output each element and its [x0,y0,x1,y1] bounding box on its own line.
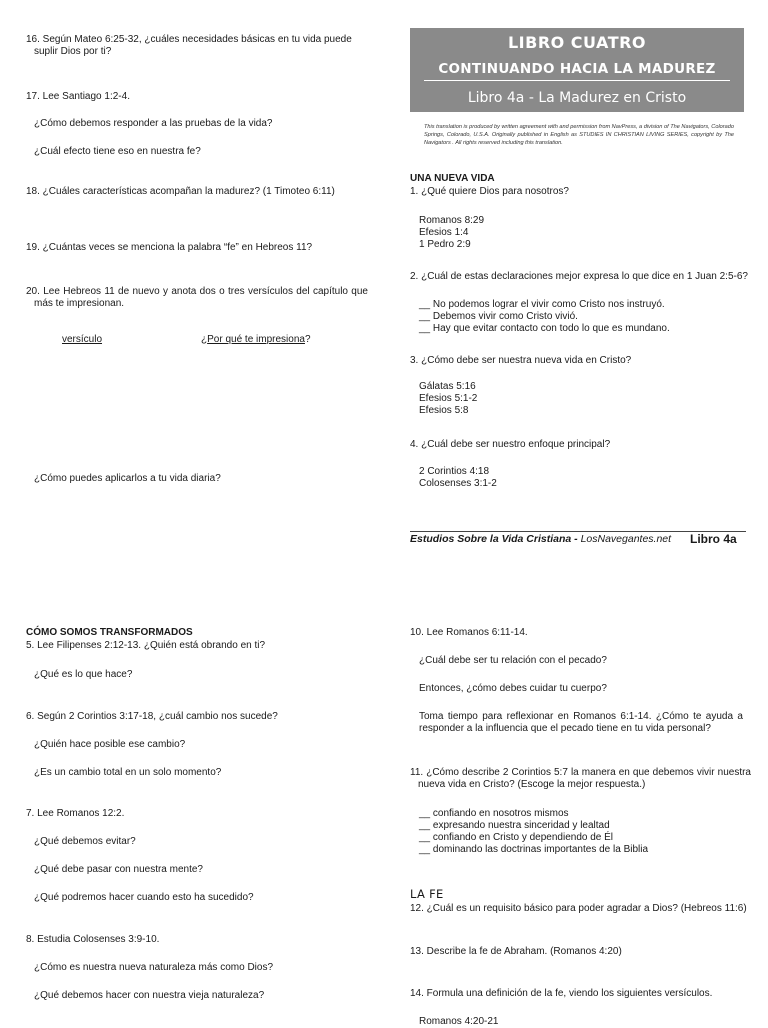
question-1: 1. ¿Qué quiere Dios para nosotros? [410,186,569,197]
question-7a: ¿Qué debemos evitar? [34,836,136,847]
section-heading-fe: LA FE [410,887,444,901]
question-3: 3. ¿Cómo debe ser nuestra nueva vida en Cristo? [410,355,632,366]
option: __ dominando las doctrinas importantes de la Biblia [419,844,649,855]
option: __ expresando nuestra sinceridad y lealtad [419,820,610,831]
question-4: 4. ¿Cuál debe ser nuestro enfoque principal? [410,439,611,450]
option: __ No podemos lograr el vivir como Cristo nos instruyó. [419,299,665,310]
banner-title: LIBRO CUATRO [507,33,647,52]
question-10a: ¿Cuál debe ser tu relación con el pecado? [419,655,607,666]
question-3-refs [419,381,477,417]
banner-book-title: Libro 4a - La Madurez en Cristo [467,90,687,106]
reference: Gálatas 5:16 [419,381,476,392]
question-5a: ¿Qué es lo que hace? [34,669,133,680]
footer-series: Estudios Sobre la Vida Cristiana - LosNavegantes.net [410,533,672,545]
question-1-refs [419,215,484,251]
option: __ Debemos vivir como Cristo vivió. [419,311,578,322]
reference: Efesios 1:4 [419,227,469,238]
question-11: 11. ¿Cómo describe 2 Corintios 5:7 la manera en que debemos vivir nuestra nueva vida en Cristo? (Escoge la mejor respuesta.) [410,767,751,790]
reference: 1 Pedro 2:9 [419,239,471,250]
question-8b: ¿Qué debemos hacer con nuestra vieja naturaleza? [34,990,265,1001]
question-10: 10. Lee Romanos 6:11-14. [410,627,528,638]
question-17a: ¿Cómo debemos responder a las pruebas de la vida? [34,118,273,129]
question-2-options [419,299,670,335]
question-16: 16. Según Mateo 6:25-32, ¿cuáles necesidades básicas en tu vida puede suplir Dios por ti? [26,34,352,57]
reference: Romanos 8:29 [419,215,485,226]
question-17b: ¿Cuál efecto tiene eso en nuestra fe? [34,146,201,157]
question-20b: ¿Cómo puedes aplicarlos a tu vida diaria? [34,473,221,484]
reference: Efesios 5:8 [419,405,469,416]
footer-book: Libro 4a [690,532,737,546]
question-17: 17. Lee Santiago 1:2-4. [26,91,130,102]
question-4-refs [419,466,497,490]
question-10c: Toma tiempo para reflexionar en Romanos 6:1-14. ¿Cómo te ayuda a responder a la influencia que el pecado tiene en tu vida personal? [419,711,743,734]
option: __ confiando en Cristo y dependiendo de Él [419,832,614,843]
reference: Colosenses 3:1-2 [419,478,497,489]
question-8a: ¿Cómo es nuestra nueva naturaleza más como Dios? [34,962,274,973]
question-5: 5. Lee Filipenses 2:12-13. ¿Quién está obrando en ti? [26,640,266,651]
question-13: 13. Describe la fe de Abraham. (Romanos 4:20) [410,946,622,957]
banner-divider [424,80,730,81]
book-banner [410,28,744,112]
question-10b: Entonces, ¿cómo debes cuidar tu cuerpo? [419,683,607,694]
translation-note: This translation is produced by written agreement with and permission from NavPress, a division of The Navigators, Colorado Springs, Colorado, U.S.A. Originally published in English as STUDIES IN CHRISTIAN LIVING SERIES, copyright by The Navigators . All rights reserved including this translation. [424,124,734,146]
question-8: 8. Estudia Colosenses 3:9-10. [26,934,160,945]
question-14: 14. Formula una definición de la fe, viendo los siguientes versículos. [410,988,713,999]
column-header-verse: versículo [62,334,103,345]
question-2: 2. ¿Cuál de estas declaraciones mejor expresa lo que dice en 1 Juan 2:5-6? [410,271,748,282]
question-20: 20. Lee Hebreos 11 de nuevo y anota dos o tres versículos del capítulo que más te impresionan. [26,286,368,309]
question-6b: ¿Es un cambio total en un solo momento? [34,767,222,778]
banner-subtitle: CONTINUANDO HACIA LA MADUREZ [438,61,716,77]
question-18: 18. ¿Cuáles características acompañan la madurez? (1 Timoteo 6:11) [26,186,335,197]
column-header-why: ¿Por qué te impresiona? [201,334,311,345]
question-6: 6. Según 2 Corintios 3:17-18, ¿cuál cambio nos sucede? [26,711,278,722]
question-6a: ¿Quién hace posible ese cambio? [34,739,186,750]
question-7b: ¿Qué debe pasar con nuestra mente? [34,864,203,875]
question-14-ref: Romanos 4:20-21 [419,1016,499,1027]
question-7: 7. Lee Romanos 12:2. [26,808,125,819]
reference: Efesios 5:1-2 [419,393,478,404]
reference: 2 Corintios 4:18 [419,466,490,477]
section-heading-nueva-vida: UNA NUEVA VIDA [410,173,495,184]
question-7c: ¿Qué podremos hacer cuando esto ha sucedido? [34,892,254,903]
question-19: 19. ¿Cuántas veces se menciona la palabra “fe” en Hebreos 11? [26,242,313,253]
question-11-options [419,808,648,856]
footer-site: LosNavegantes.net [580,533,672,545]
section-heading-transformados: CÓMO SOMOS TRANSFORMADOS [26,627,193,638]
option: __ confiando en nosotros mismos [419,808,569,819]
option: __ Hay que evitar contacto con todo lo que es mundano. [419,323,670,334]
question-12: 12. ¿Cuál es un requisito básico para poder agradar a Dios? (Hebreos 11:6) [410,903,747,914]
